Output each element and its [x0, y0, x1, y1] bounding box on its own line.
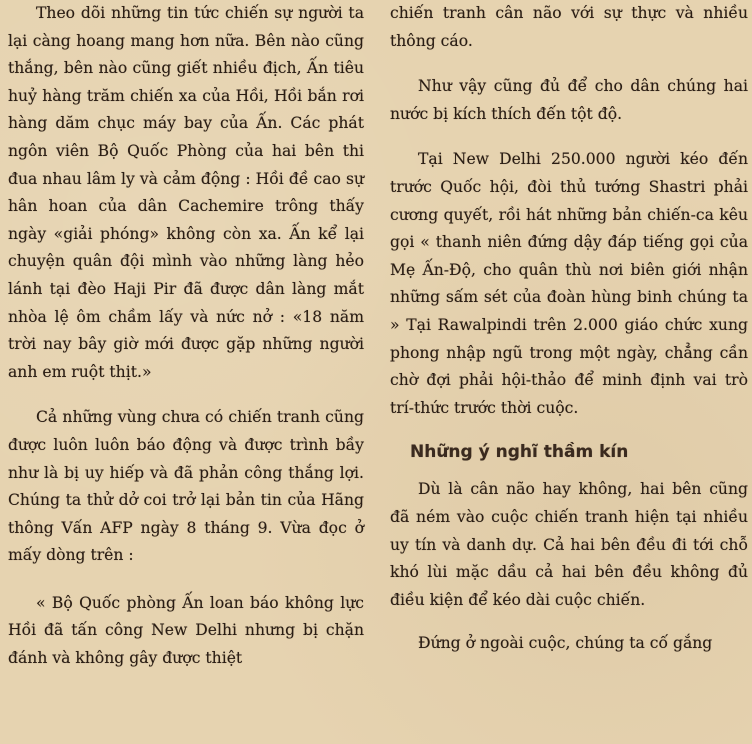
paragraph: Như vậy cũng đủ để cho dân chúng hai nước bị kích thích đến tột độ. [390, 77, 748, 123]
paragraph: Tại New Delhi 250.000 người kéo đến trước Quốc hội, đòi thủ tướng Shastri phải cương quyết, rồi hát những bản chiến-ca kêu gọi « thanh niên đứng dậy đáp tiếng gọi của Mẹ Ấn-Độ, cho quân thù nơi biên giới nhận những sấm sét của đoàn hùng binh chúng ta » Tại Rawalpindi trên 2.000 giáo chức xung phong nhập ngũ trong một ngày, chẳng cần chờ đợi phải hội-thảo để minh định vai trò trí-thức trước thời cuộc. [390, 150, 748, 417]
paragraph: Cả những vùng chưa có chiến tranh cũng được luôn luôn báo động và được trình bầy như là bị uy hiếp và đã phản công thắng lợi. Chúng ta thử dở coi trở lại bản tin của Hãng thông Vấn AFP ngày 8 tháng 9. Vừa đọc ở mấy dòng trên : [8, 408, 364, 565]
section-heading: Những ý nghĩ thầm kín [410, 442, 629, 463]
paragraph: Dù là cân não hay không, hai bên cũng đã ném vào cuộc chiến tranh hiện tại nhiều uy tín và danh dự. Cả hai bên đều đi tới chỗ khó lùi mặc dầu cả hai bên đều không đủ điều kiện để kéo dài cuộc chiến. [390, 480, 748, 609]
left-column [8, 0, 364, 673]
paragraph: Đứng ở ngoài cuộc, chúng ta cố gắng [418, 634, 713, 653]
paragraph: chiến tranh cân não với sự thực và nhiều thông cáo. [390, 4, 748, 50]
right-column [390, 0, 748, 658]
paragraph: Theo dõi những tin tức chiến sự người ta lại càng hoang mang hơn nữa. Bên nào cũng thắng, bên nào cũng giết nhiều địch, Ấn tiêu huỷ hàng trăm chiến xa của Hồi, Hồi bắn rơi hàng dăm chục máy bay của Ấn. Các phát ngôn viên Bộ Quốc Phòng của hai bên thi đua nhau lâm ly và cảm động : Hồi đề cao sự hân hoan của dân Cachemire trông thấy ngày «giải phóng» không còn xa. Ấn kể lại chuyện quân đội mình vào những làng hẻo lánh tại đèo Haji Pir đã được dân làng mắt nhòa lệ ôm chầm lấy và nức nở : «18 năm trời nay bây giờ mới được gặp những người anh em ruột thịt.» [8, 4, 364, 381]
paragraph: « Bộ Quốc phòng Ấn loan báo không lực Hồi đã tấn công New Delhi nhưng bị chặn đánh và không gây được thiệt [8, 593, 364, 668]
